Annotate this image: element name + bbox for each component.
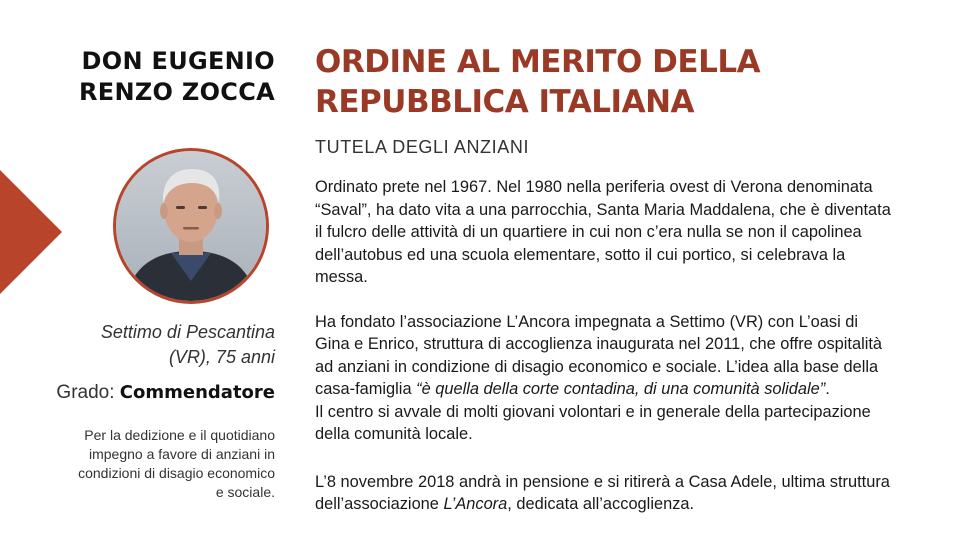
- text-segment: casa-famiglia: [315, 380, 417, 398]
- location-line2: (VR), 75 anni: [168, 347, 275, 367]
- award-title-line2: REPUBBLICA ITALIANA: [315, 84, 694, 120]
- paragraph-2: [315, 311, 965, 446]
- motivation-line: Per la dedizione e il quotidiano: [84, 427, 275, 443]
- award-grade: [20, 380, 275, 406]
- text-line: Ordinato prete nel 1967. Nel 1980 nella periferia ovest di Verona denominata: [315, 178, 873, 196]
- motivation-line: impegno a favore di anziani in: [88, 446, 275, 462]
- text-line: Gina e Enrico, struttura di accoglienza inaugurata nel 2011, che offre ospitalità: [315, 335, 883, 353]
- decorative-arrow: [0, 170, 62, 294]
- text-line: messa.: [315, 268, 368, 286]
- text-line: Ha fondato l’associazione L’Ancora impegnata a Settimo (VR) con L’oasi di: [315, 312, 859, 331]
- grade-label: Grado:: [56, 382, 115, 403]
- text-line: L’8 novembre 2018 andrà in pensione e si ritirerà a Casa Adele, ultima struttura: [315, 472, 890, 491]
- text-line: il fulcro delle attività di un quartiere in cui non c’era nulla se non il capolinea: [315, 223, 862, 241]
- grade-value: Commendatore: [119, 382, 275, 403]
- text-segment: , dedicata all’accoglienza.: [507, 495, 695, 513]
- biography-text: [315, 176, 965, 516]
- association-name: L’Ancora: [443, 495, 508, 513]
- text-line: [315, 493, 965, 516]
- award-category: TUTELA DEGLI ANZIANI: [315, 137, 530, 157]
- paragraph-1: [315, 176, 965, 289]
- text-line: ad anziani in condizione di disagio economico e sociale. L’idea alla base della: [315, 357, 879, 376]
- paragraph-3: [315, 471, 965, 516]
- text-line: Il centro si avvale di molti giovani volontari e in generale della partecipazione: [315, 402, 871, 421]
- person-name: [20, 46, 275, 108]
- award-motivation: [20, 426, 275, 502]
- text-line: della comunità locale.: [315, 425, 473, 443]
- person-location: [20, 320, 275, 370]
- award-title-line1: ORDINE AL MERITO DELLA: [315, 44, 761, 80]
- motivation-line: e sociale.: [215, 484, 275, 500]
- text-line: “Saval”, ha dato vita a una parrocchia, Santa Maria Maddalena, che è diventata: [315, 200, 891, 219]
- motivation-line: condizioni di disagio economico: [78, 465, 275, 481]
- text-line: dell’autobus ed una scuola elementare, sotto il cui portico, si celebrava la: [315, 245, 846, 264]
- portrait-illustration: [116, 151, 266, 301]
- person-portrait: [113, 148, 269, 304]
- text-segment: dell’associazione: [315, 495, 444, 513]
- text-segment: .: [825, 380, 830, 398]
- award-title: [315, 42, 760, 122]
- location-line1: Settimo di Pescantina: [100, 322, 275, 342]
- person-name-line1: DON EUGENIO: [81, 47, 275, 75]
- quote-text: “è quella della corte contadina, di una comunità solidale”: [416, 380, 826, 398]
- text-line: [315, 378, 965, 401]
- person-name-line2: RENZO ZOCCA: [78, 78, 275, 106]
